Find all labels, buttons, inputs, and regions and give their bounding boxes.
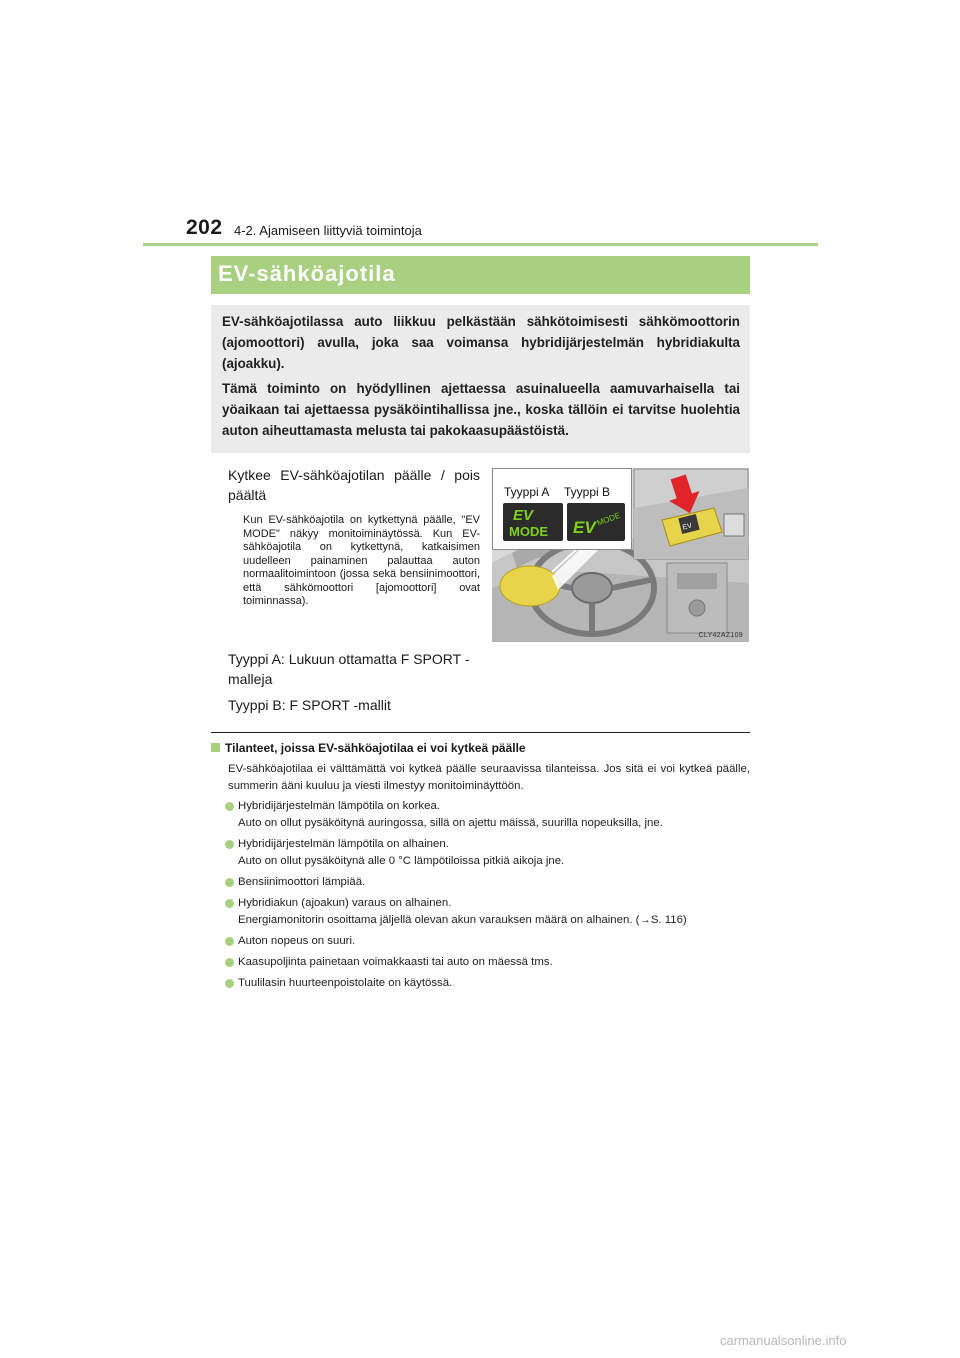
list-item [225,895,755,929]
bullet-icon [225,878,234,887]
section-title: EV-sähköajotila [218,261,396,286]
display-highlight [500,566,560,606]
bullet-icon [225,979,234,988]
intro-paragraph-2: Tämä toiminto on hyödyllinen ajettaessa asuinalueella aamuvarhaisella tai yöaikaan tai ajettaessa pysäköintihallissa jne., koska tällöin ei tarvitse huolehtia auton aiheuttamasta melusta tai pakokaasupäästöistä. [222,381,740,438]
list-item-subtext: Auto on ollut pysäköitynä alle 0 °C lämpötiloissa pitkiä aikoja jne. [238,855,565,867]
intro-paragraph-1: EV-sähköajotilassa auto liikkuu pelkästään sähkötoimisesti sähkömoottorin (ajomoottori) avulla, joka saa voimansa hybridijärjestelmän hybridiakulta (ajoakku). [222,314,740,371]
type-b-display [567,503,625,541]
section-divider [211,732,750,733]
intro-box [211,305,750,453]
list-item-text: Hybridijärjestelmän lämpötila on alhainen. [238,838,449,850]
conditions-list [225,798,755,996]
list-item-text: Hybridijärjestelmän lämpötila on korkea. [238,800,440,812]
bullet-icon [225,802,234,811]
bullet-icon [225,899,234,908]
type-a-description: Tyyppi A: Lukuun ottamatta F SPORT -malleja [228,651,470,687]
conditions-heading-text: Tilanteet, joissa EV-sähköajotilaa ei voi kytkeä päälle [225,741,526,755]
list-item [225,954,755,971]
type-a-display [503,503,563,541]
type-a-display-ev: EV [513,507,534,524]
list-item [225,836,755,870]
switch-note: Kun EV-sähköajotila on kytkettynä päälle, "EV MODE" näkyy monitoiminäytössä. Kun EV-sähköajotila on kytkettynä, katkaisimen uudelleen painaminen palauttaa auton normaalitoimintoon (jossa sekä bensiinimoottori, että sähkömoottori [ajomoottori] ovat toiminnassa). [243,514,480,607]
switch-description: Kytkee EV-sähköajotilan päälle / pois päältä [228,467,480,503]
running-head: 4-2. Ajamiseen liittyviä toimintoja [234,223,422,238]
section-title-bar [211,256,750,294]
list-item-subtext: Auto on ollut pysäköitynä auringossa, sillä on ajettu mäissä, suurilla nopeuksilla, jne. [238,817,663,829]
list-item-text: Kaasupoljinta painetaan voimakkaasti tai auto on mäessä tms. [238,956,553,968]
bullet-icon [225,840,234,849]
header-rule [143,243,818,246]
type-a-display-mode: MODE [509,524,548,539]
bullet-icon [225,958,234,967]
ev-mode-figure [492,468,749,642]
list-item [225,975,755,992]
list-item-text: Tuulilasin huurteenpoistolaite on käytössä. [238,977,453,989]
page-number: 202 [186,216,223,239]
type-a-label: Tyyppi A [504,485,550,499]
list-item [225,933,755,950]
bullet-icon [225,937,234,946]
list-item [225,798,755,832]
type-b-description: Tyyppi B: F SPORT -mallit [228,697,391,713]
list-item-text: Bensiinimoottori lämpiää. [238,876,366,888]
conditions-heading [211,741,526,755]
type-b-label: Tyyppi B [564,485,611,499]
list-item-text: Auton nopeus on suuri. [238,935,356,947]
type-b-display-mode: MODE [595,510,622,528]
figure-code: CLY42AZ109 [698,632,743,639]
list-item-subtext: Energiamonitorin osoittama jäljellä olevan akun varauksen määrä on alhainen. (→S. 116) [238,914,687,926]
type-label-panel [492,468,632,550]
type-b-display-ev: EV [573,518,596,537]
svg-text:EV: EV [681,522,693,532]
list-item-text: Hybridiakun (ajoakun) varaus on alhainen. [238,897,452,909]
watermark: carmanualsonline.info [720,1333,847,1348]
list-item [225,874,755,891]
conditions-intro: EV-sähköajotilaa ei välttämättä voi kytkeä päälle seuraavissa tilanteissa. Jos sitä ei voi kytkeä päälle, summerin ääni kuuluu ja viesti ilmestyy monitoiminäyttöön. [228,763,750,792]
heading-square-icon [211,743,220,752]
